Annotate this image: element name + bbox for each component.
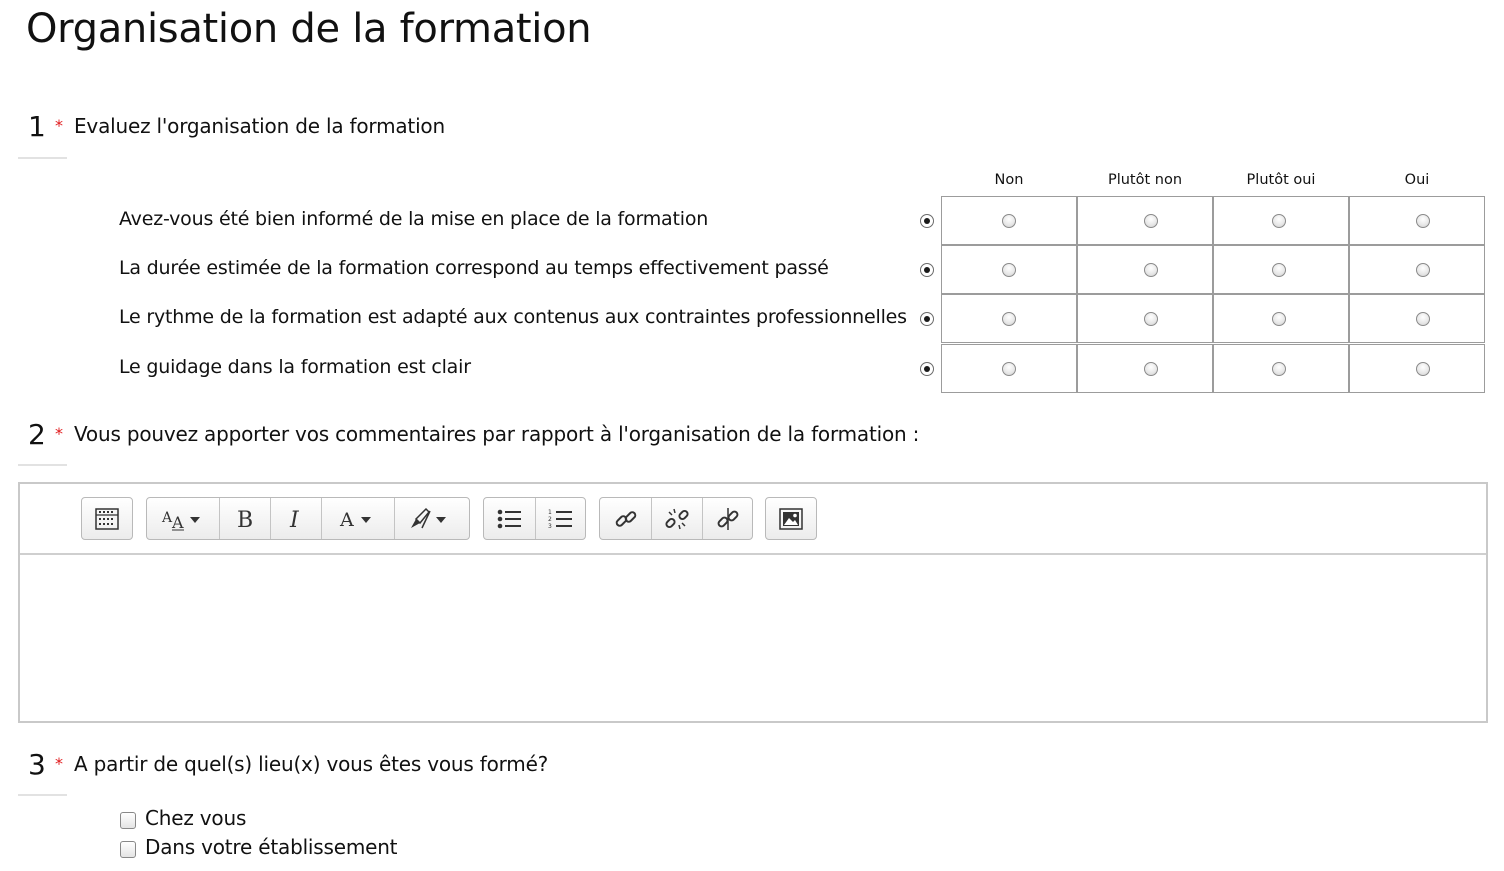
highlight-color-icon[interactable] <box>394 498 467 539</box>
likert-row-3-plutot-oui-radio[interactable] <box>1272 312 1286 326</box>
page-title: Organisation de la formation <box>26 6 592 52</box>
likert-row-4-no-answer-radio[interactable] <box>920 362 934 376</box>
checkbox-dans-votre-etablissement[interactable] <box>120 841 136 858</box>
checkbox-label-chez-vous: Chez vous <box>145 806 247 830</box>
likert-cell <box>1213 245 1349 294</box>
column-header-plutot-non: Plutôt non <box>1107 172 1183 188</box>
likert-row-2-plutot-oui-radio[interactable] <box>1272 263 1286 277</box>
question-1-divider <box>18 157 67 159</box>
likert-row-3-no-answer-radio[interactable] <box>920 312 934 326</box>
likert-cell <box>1349 344 1485 393</box>
image-icon[interactable] <box>766 498 816 539</box>
likert-cell <box>1077 196 1213 245</box>
font-size-icon[interactable] <box>147 498 219 539</box>
likert-row-4-non-radio[interactable] <box>1002 362 1016 376</box>
svg-text:A: A <box>172 512 184 532</box>
toolbar-group-format <box>146 497 470 540</box>
likert-row-2-plutot-non-radio[interactable] <box>1144 263 1158 277</box>
question-2-number: 2 <box>28 418 46 451</box>
question-1-text: Evaluez l'organisation de la formation <box>74 114 445 138</box>
unlink-icon[interactable] <box>651 498 702 539</box>
likert-row-3-plutot-non-radio[interactable] <box>1144 312 1158 326</box>
numbered-list-icon[interactable] <box>535 498 586 539</box>
likert-cell <box>1213 344 1349 393</box>
likert-cell <box>941 196 1077 245</box>
required-asterisk: * <box>55 116 63 135</box>
likert-row-1-non-radio[interactable] <box>1002 214 1016 228</box>
question-3-number: 3 <box>28 748 46 781</box>
likert-row-1-plutot-oui-radio[interactable] <box>1272 214 1286 228</box>
likert-cell <box>1349 294 1485 343</box>
svg-text:I: I <box>290 507 299 532</box>
comment-textarea[interactable] <box>20 555 1486 721</box>
likert-row-4-plutot-oui-radio[interactable] <box>1272 362 1286 376</box>
bullet-list-icon[interactable] <box>484 498 535 539</box>
svg-text:1: 1 <box>548 508 553 516</box>
anchor-icon[interactable] <box>702 498 752 539</box>
column-header-non: Non <box>994 172 1024 188</box>
font-color-icon[interactable] <box>321 498 394 539</box>
comment-editor <box>18 482 1488 723</box>
likert-row-4-plutot-non-radio[interactable] <box>1144 362 1158 376</box>
question-2-text: Vous pouvez apporter vos commentaires par rapport à l'organisation de la formation : <box>74 422 920 446</box>
required-asterisk: * <box>55 754 63 773</box>
likert-row-2-non-radio[interactable] <box>1002 263 1016 277</box>
svg-text:3: 3 <box>548 522 553 530</box>
question-3-divider <box>18 794 67 796</box>
likert-row-2-no-answer-radio[interactable] <box>920 263 934 277</box>
svg-text:2: 2 <box>548 515 553 523</box>
likert-cell <box>1077 245 1213 294</box>
required-asterisk: * <box>55 424 63 443</box>
toolbar-group-links <box>599 497 753 540</box>
column-header-oui: Oui <box>1404 172 1430 188</box>
checkbox-chez-vous[interactable] <box>120 812 136 829</box>
svg-text:A: A <box>162 509 173 526</box>
svg-text:B: B <box>237 507 254 532</box>
likert-cell <box>1077 294 1213 343</box>
likert-row-label: Le guidage dans la formation est clair <box>119 356 471 378</box>
likert-cell <box>1213 196 1349 245</box>
likert-row-label: Avez-vous été bien informé de la mise en place de la formation <box>119 208 709 230</box>
checkbox-label-dans-votre-etablissement: Dans votre établissement <box>145 835 398 859</box>
likert-row-1-oui-radio[interactable] <box>1416 214 1430 228</box>
likert-row-label: La durée estimée de la formation correspond au temps effectivement passé <box>119 257 829 279</box>
toolbar-group-media <box>765 497 817 540</box>
likert-cell <box>1213 294 1349 343</box>
question-1-number: 1 <box>28 110 46 143</box>
toolbar-toggle-icon[interactable] <box>82 498 132 539</box>
likert-cell <box>941 245 1077 294</box>
question-2-divider <box>18 464 67 466</box>
toolbar-group-toggle <box>81 497 133 540</box>
column-header-plutot-oui: Plutôt oui <box>1246 172 1316 188</box>
likert-cell <box>1349 196 1485 245</box>
likert-row-4-oui-radio[interactable] <box>1416 362 1430 376</box>
likert-cell <box>941 344 1077 393</box>
likert-cell <box>941 294 1077 343</box>
toolbar-group-lists <box>483 497 586 540</box>
bold-icon[interactable] <box>219 498 270 539</box>
link-icon[interactable] <box>600 498 651 539</box>
question-3-text: A partir de quel(s) lieu(x) vous êtes vous formé? <box>74 752 549 776</box>
likert-row-3-oui-radio[interactable] <box>1416 312 1430 326</box>
likert-row-1-no-answer-radio[interactable] <box>920 214 934 228</box>
likert-row-2-oui-radio[interactable] <box>1416 263 1430 277</box>
likert-row-label: Le rythme de la formation est adapté aux contenus aux contraintes professionnelles <box>119 306 907 328</box>
italic-icon[interactable] <box>270 498 321 539</box>
likert-cell <box>1349 245 1485 294</box>
likert-row-3-non-radio[interactable] <box>1002 312 1016 326</box>
likert-cell <box>1077 344 1213 393</box>
likert-row-1-plutot-non-radio[interactable] <box>1144 214 1158 228</box>
svg-text:A: A <box>340 508 354 531</box>
